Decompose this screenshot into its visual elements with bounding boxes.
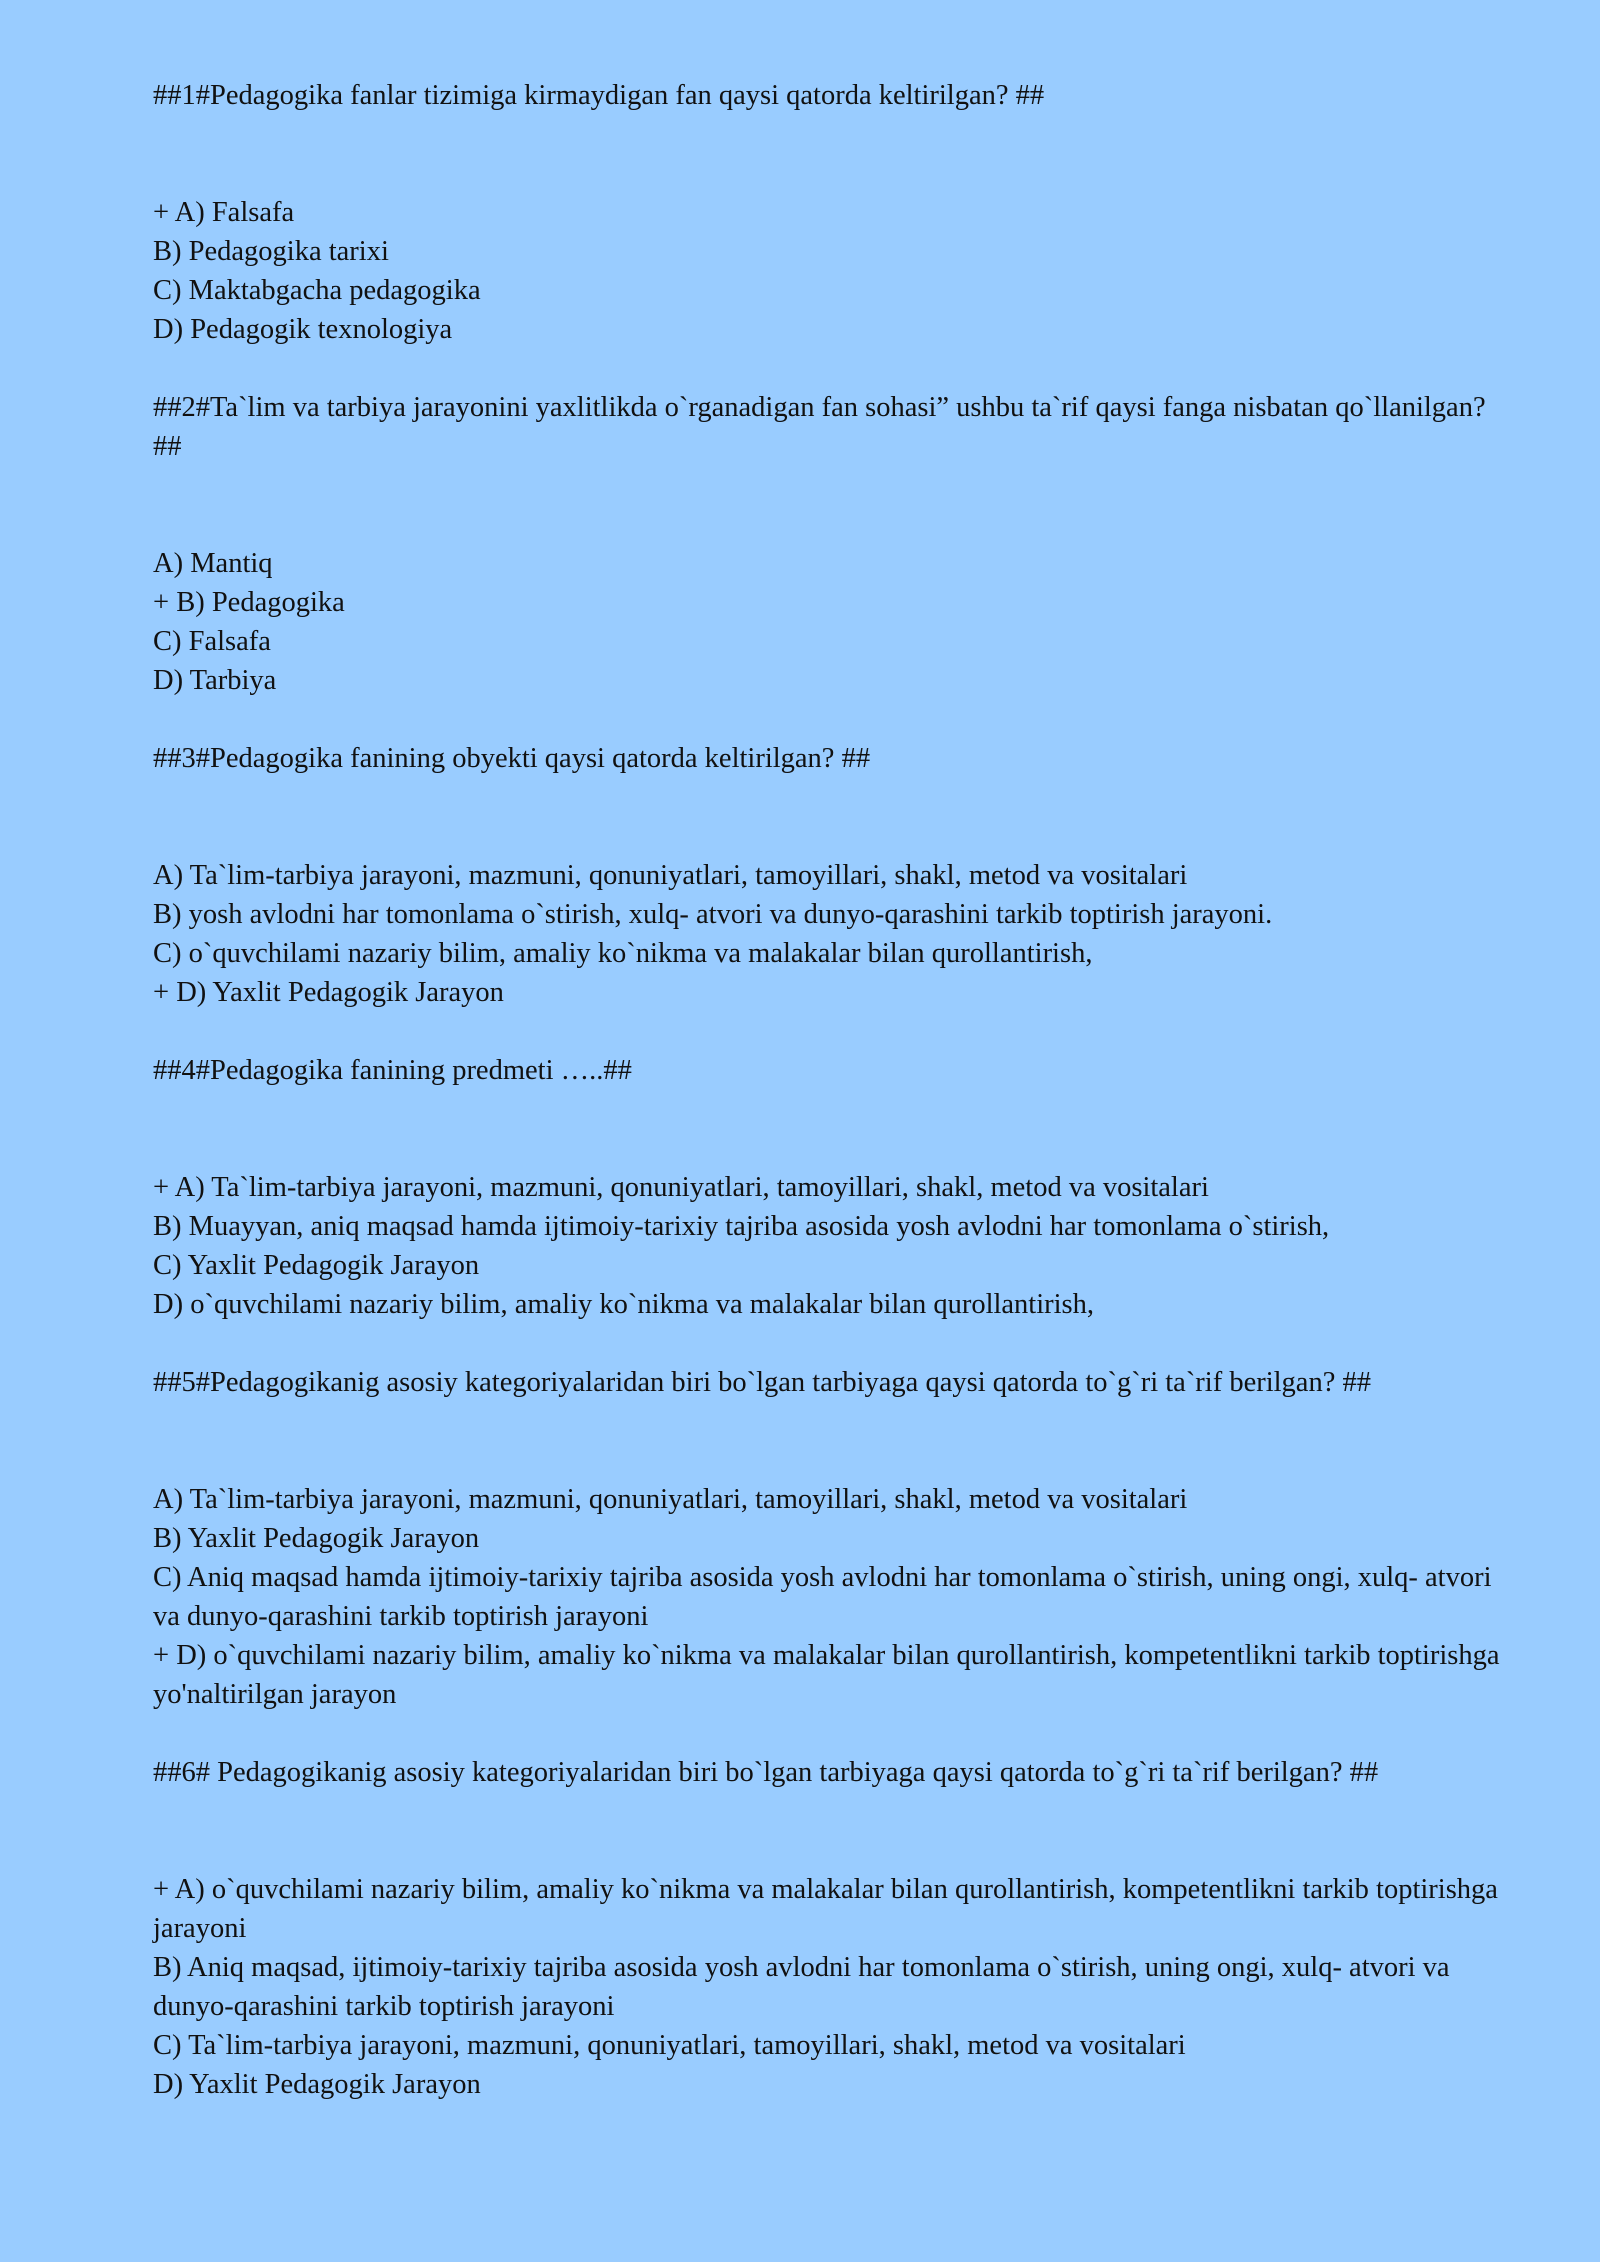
answer-options	[153, 1168, 1504, 1324]
answer-option: B) Pedagogika tarixi	[153, 236, 389, 267]
question-block	[153, 76, 1504, 349]
answer-options	[153, 856, 1504, 1012]
answer-option: D) Tarbiya	[153, 665, 277, 696]
answer-options	[153, 544, 1504, 700]
question-block	[153, 1363, 1504, 1714]
spacer	[153, 466, 1504, 544]
answer-option: C) Falsafa	[153, 626, 271, 657]
answer-option: B) yosh avlodni har tomonlama o`stirish, xulq- atvori va dunyo-qarashini tarkib toptirish jarayoni.	[153, 899, 1273, 930]
answer-option: C) Yaxlit Pedagogik Jarayon	[153, 1250, 480, 1281]
question-block	[153, 1753, 1504, 2104]
question-text: ##1#Pedagogika fanlar tizimiga kirmaydigan fan qaysi qatorda keltirilgan? ##	[153, 80, 1045, 111]
answer-option: + A) o`quvchilami nazariy bilim, amaliy ko`nikma va malakalar bilan qurollantirish, kompetentlikni tarkib toptirishga jarayoni	[153, 1874, 1498, 1944]
question-text: ##3#Pedagogika fanining obyekti qaysi qatorda keltirilgan? ##	[153, 743, 871, 774]
question-text: ##2#Ta`lim va tarbiya jarayonini yaxlitlikda o`rganadigan fan sohasi” ushbu ta`rif qaysi fanga nisbatan qo`llanilgan? ##	[153, 392, 1486, 462]
answer-option: B) Muayyan, aniq maqsad hamda ijtimoiy-tarixiy tajriba asosida yosh avlodni har tomonlama o`stirish,	[153, 1211, 1330, 1242]
answer-option: D) Pedagogik texnologiya	[153, 314, 453, 345]
answer-option: C) o`quvchilami nazariy bilim, amaliy ko`nikma va malakalar bilan qurollantirish,	[153, 938, 1093, 969]
question-block	[153, 388, 1504, 700]
question-text: ##6# Pedagogikanig asosiy kategoriyalaridan biri bo`lgan tarbiyaga qaysi qatorda to`g`ri ta`rif berilgan? ##	[153, 1757, 1379, 1788]
answer-option: A) Mantiq	[153, 548, 273, 579]
question-block	[153, 739, 1504, 1012]
answer-option: + D) Yaxlit Pedagogik Jarayon	[153, 977, 504, 1008]
answer-option: + A) Falsafa	[153, 197, 295, 228]
answer-option: + D) o`quvchilami nazariy bilim, amaliy ko`nikma va malakalar bilan qurollantirish, kompetentlikni tarkib toptirishga yo'naltirilgan jarayon	[153, 1640, 1500, 1710]
spacer	[153, 1792, 1504, 1870]
answer-options	[153, 1480, 1504, 1714]
answer-option: A) Ta`lim-tarbiya jarayoni, mazmuni, qonuniyatlari, tamoyillari, shakl, metod va vositalari	[153, 1484, 1188, 1515]
answer-option: A) Ta`lim-tarbiya jarayoni, mazmuni, qonuniyatlari, tamoyillari, shakl, metod va vositalari	[153, 860, 1188, 891]
answer-option: D) Yaxlit Pedagogik Jarayon	[153, 2069, 481, 2100]
answer-option: + B) Pedagogika	[153, 587, 345, 618]
answer-options	[153, 1870, 1504, 2104]
question-text: ##5#Pedagogikanig asosiy kategoriyalaridan biri bo`lgan tarbiyaga qaysi qatorda to`g`ri ta`rif berilgan? ##	[153, 1367, 1371, 1398]
question-block	[153, 1051, 1504, 1324]
answer-option: B) Yaxlit Pedagogik Jarayon	[153, 1523, 480, 1554]
answer-option: C) Ta`lim-tarbiya jarayoni, mazmuni, qonuniyatlari, tamoyillari, shakl, metod va vositalari	[153, 2030, 1186, 2061]
spacer	[153, 778, 1504, 856]
answer-option: + A) Ta`lim-tarbiya jarayoni, mazmuni, qonuniyatlari, tamoyillari, shakl, metod va vositalari	[153, 1172, 1209, 1203]
spacer	[153, 1090, 1504, 1168]
answer-option: C) Maktabgacha pedagogika	[153, 275, 481, 306]
answer-option: B) Aniq maqsad, ijtimoiy-tarixiy tajriba asosida yosh avlodni har tomonlama o`stirish, uning ongi, xulq- atvori va dunyo-qarashini tarkib toptirish jarayoni	[153, 1952, 1450, 2022]
answer-option: C) Aniq maqsad hamda ijtimoiy-tarixiy tajriba asosida yosh avlodni har tomonlama o`stirish, uning ongi, xulq- atvori va dunyo-qarashini tarkib toptirish jarayoni	[153, 1562, 1492, 1632]
spacer	[153, 115, 1504, 193]
answer-options	[153, 193, 1504, 349]
spacer	[153, 1402, 1504, 1480]
question-text: ##4#Pedagogika fanining predmeti …..##	[153, 1055, 632, 1086]
answer-option: D) o`quvchilami nazariy bilim, amaliy ko`nikma va malakalar bilan qurollantirish,	[153, 1289, 1095, 1320]
